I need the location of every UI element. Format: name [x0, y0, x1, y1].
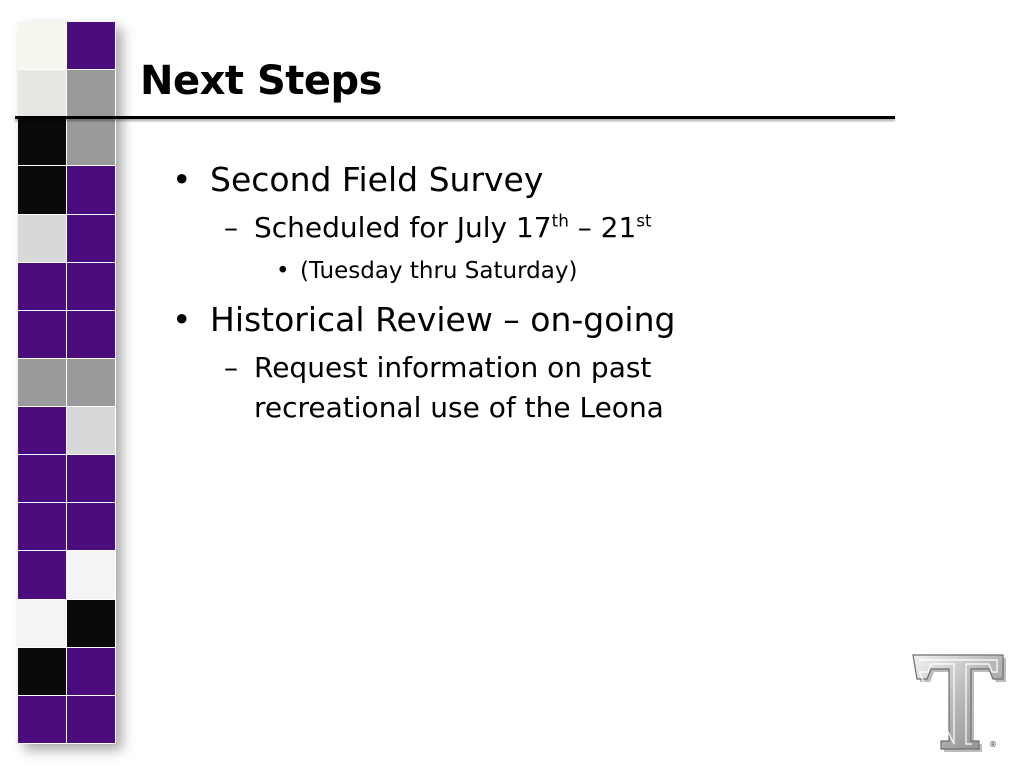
- mosaic-tile: [18, 311, 67, 359]
- mosaic-tile: [67, 22, 116, 70]
- bullet-text: Historical Review – on-going: [210, 300, 676, 339]
- mosaic-tile: [67, 648, 116, 696]
- dash-marker: –: [224, 351, 238, 384]
- mosaic-tile: [18, 455, 67, 503]
- mosaic-tile: [67, 407, 116, 455]
- mosaic-tile: [67, 503, 116, 551]
- bullet-marker: •: [276, 258, 290, 284]
- bullet-marker: •: [172, 300, 192, 339]
- decorative-mosaic: [18, 22, 116, 744]
- mosaic-tile: [18, 648, 67, 696]
- title-underline: [15, 116, 895, 119]
- bullet-historical-review: [168, 298, 868, 342]
- dash-marker: –: [224, 211, 238, 244]
- subsubbullet-days: [168, 254, 868, 288]
- mosaic-tile: [67, 551, 116, 599]
- mosaic-tile: [18, 166, 67, 214]
- block-t-icon: [910, 652, 1010, 756]
- superscript-th: th: [551, 210, 569, 231]
- subbullet-line-2: recreational use of the Leona: [254, 391, 664, 424]
- mosaic-tile: [67, 696, 116, 744]
- slide-title: Next Steps: [140, 58, 382, 104]
- mosaic-tile: [67, 359, 116, 407]
- mosaic-tile: [18, 22, 67, 70]
- bullet-text: Second Field Survey: [210, 160, 544, 199]
- mosaic-tile: [67, 455, 116, 503]
- mosaic-tile: [67, 166, 116, 214]
- block-t-logo: [910, 652, 1010, 756]
- mosaic-tile: [67, 118, 116, 166]
- mosaic-tile: [18, 551, 67, 599]
- bullet-marker: •: [172, 160, 192, 199]
- mosaic-tile: [18, 215, 67, 263]
- subbullet-line-1: Request information on past: [254, 351, 652, 384]
- mosaic-tile: [67, 600, 116, 648]
- mosaic-tile: [67, 263, 116, 311]
- subbullet-schedule: [168, 208, 868, 248]
- mosaic-tile: [18, 263, 67, 311]
- mosaic-tile: [18, 600, 67, 648]
- registered-mark: ®: [989, 740, 997, 749]
- mosaic-tile: [67, 311, 116, 359]
- mosaic-tile: [67, 70, 116, 118]
- mosaic-tile: [18, 503, 67, 551]
- subbullet-text-a: Scheduled for July 17: [254, 211, 552, 244]
- mosaic-tile: [67, 215, 116, 263]
- mosaic-tile: [18, 696, 67, 744]
- slide-body: [168, 158, 868, 434]
- bullet-second-field-survey: [168, 158, 868, 202]
- subsubbullet-text: (Tuesday thru Saturday): [300, 258, 578, 284]
- mosaic-tile: [18, 70, 67, 118]
- mosaic-tile: [18, 359, 67, 407]
- mosaic-tile: [18, 407, 67, 455]
- subbullet-request-info: [168, 348, 868, 428]
- mosaic-tile: [18, 118, 67, 166]
- superscript-st: st: [636, 210, 652, 231]
- subbullet-text-b: – 21: [568, 211, 637, 244]
